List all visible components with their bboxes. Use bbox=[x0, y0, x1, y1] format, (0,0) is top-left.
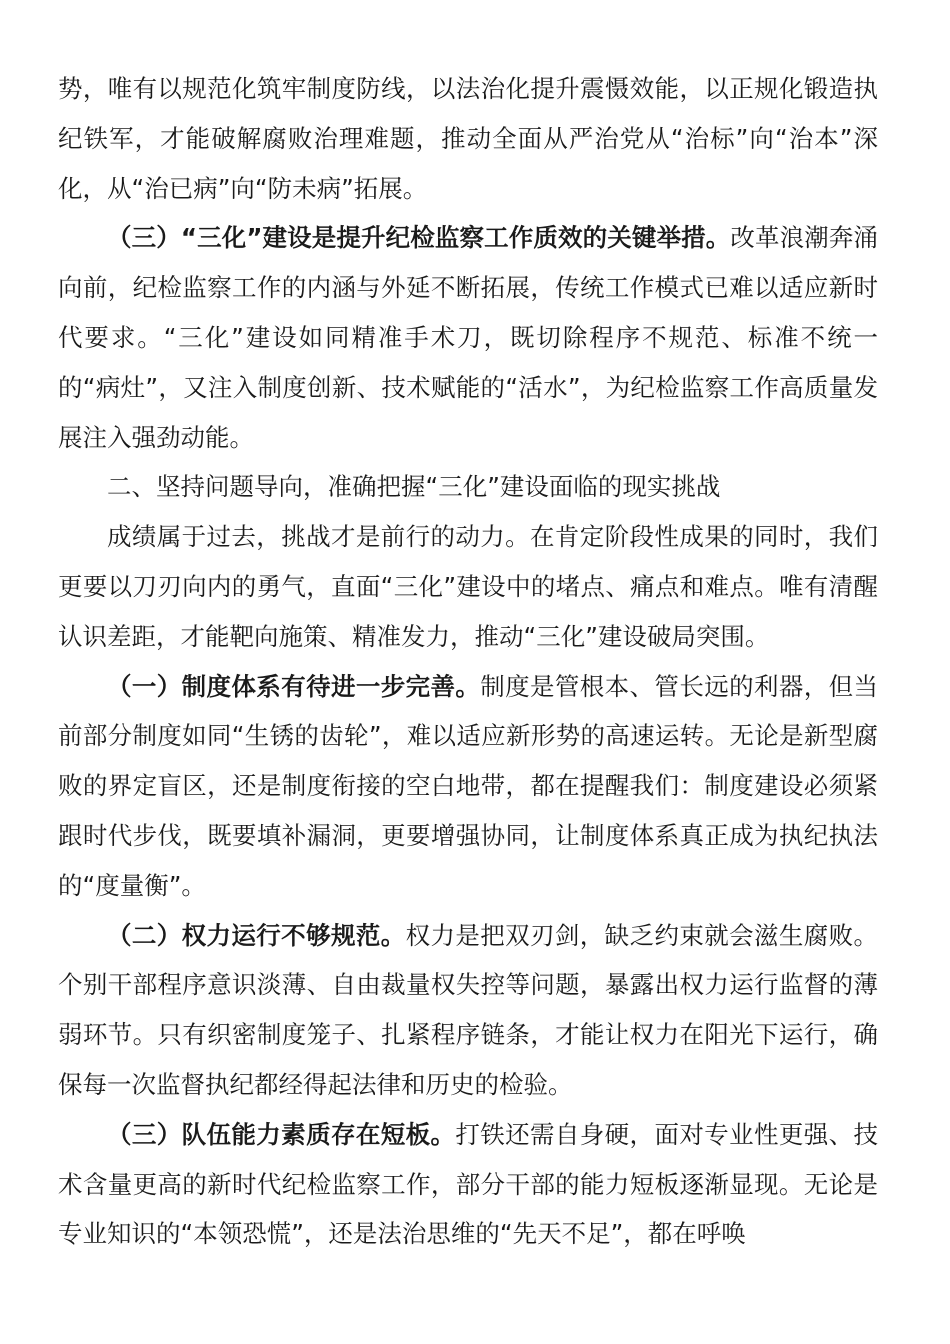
paragraph-continuation bbox=[58, 64, 878, 213]
section-heading-text: 二、坚持问题导向，准确把握“三化”建设面临的现实挑战 bbox=[107, 472, 721, 502]
paragraph-lead-heading: （三）“三化”建设是提升纪检监察工作质效的关键举措。 bbox=[107, 223, 731, 253]
paragraph-text: 改革浪潮奔涌向前，纪检监察工作的内涵与外延不断拓展，传统工作模式已难以适应新时代要求。“三化”建设如同精准手术刀，既切除程序不规范、标准不统一的“病灶”，又注入制度创新、技术赋能的“活水”，为纪检监察工作高质量发展注入强劲动能。 bbox=[58, 223, 879, 452]
paragraph-text: 打铁还需自身硬，面对专业性更强、技术含量更高的新时代纪检监察工作，部分干部的能力短板逐渐显现。无论是专业知识的“本领恐慌”，还是法治思维的“先天不足”，都在呼唤 bbox=[58, 1119, 879, 1249]
paragraph-text: 成绩属于过去，挑战才是前行的动力。在肯定阶段性成果的同时，我们更要以刀刃向内的勇气，直面“三化”建设中的堵点、痛点和难点。唯有清醒认识差距，才能靶向施策、精准发力，推动“三化”建设破局突围。 bbox=[58, 522, 878, 651]
paragraph-text: 权力是把双刃剑，缺乏约束就会滋生腐败。个别干部程序意识淡薄、自由裁量权失控等问题，暴露出权力运行监督的薄弱环节。只有织密制度笼子、扎紧程序链条，才能让权力在阳光下运行，确保每一次监督执纪都经得起法律和历史的检验。 bbox=[58, 920, 879, 1099]
paragraph-section-three bbox=[58, 213, 878, 462]
paragraph-lead-heading: （二）权力运行不够规范。 bbox=[107, 920, 406, 950]
paragraph-intro bbox=[58, 512, 878, 661]
paragraph-subsection-one bbox=[58, 662, 878, 911]
paragraph-text: 制度是管根本、管长远的利器，但当前部分制度如同“生锈的齿轮”，难以适应新形势的高速运转。无论是新型腐败的界定盲区，还是制度衔接的空白地带，都在提醒我们：制度建设必须紧跟时代步伐，既要填补漏洞，更要增强协同，让制度体系真正成为执纪执法的“度量衡”。 bbox=[58, 671, 878, 900]
document-page bbox=[58, 64, 878, 1259]
section-heading-two bbox=[58, 462, 878, 512]
paragraph-subsection-three bbox=[58, 1110, 878, 1259]
paragraph-lead-heading: （三）队伍能力素质存在短板。 bbox=[107, 1119, 456, 1149]
paragraph-lead-heading: （一）制度体系有待进一步完善。 bbox=[107, 671, 481, 701]
paragraph-subsection-two bbox=[58, 911, 878, 1110]
paragraph-text: 势，唯有以规范化筑牢制度防线，以法治化提升震慑效能，以正规化锻造执纪铁军，才能破解腐败治理难题，推动全面从严治党从“治标”向“治本”深化，从“治已病”向“防未病”拓展。 bbox=[58, 74, 878, 203]
